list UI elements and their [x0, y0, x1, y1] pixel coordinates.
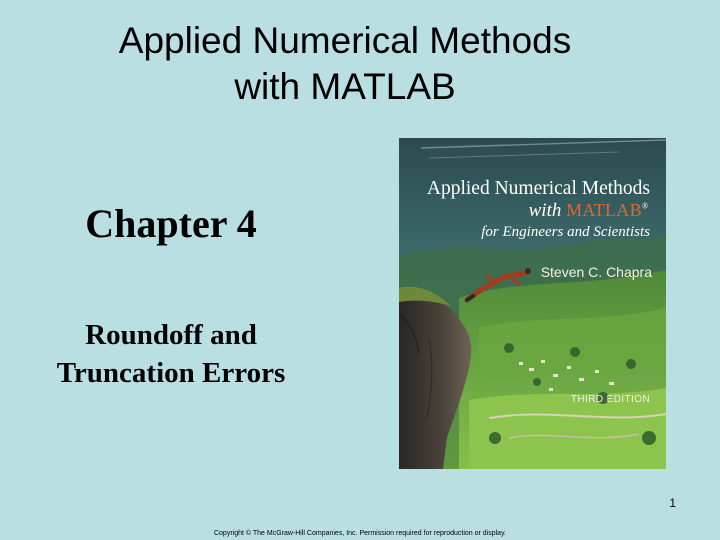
copyright-notice: Copyright © The McGraw-Hill Companies, Inc. Permission required for reproduction or display.: [213, 530, 506, 537]
cover-title-line-2: [529, 200, 648, 222]
cover-title-matlab: MATLAB: [566, 200, 642, 220]
page-number: 1: [669, 496, 676, 510]
cover-author: Steven C. Chapra: [540, 264, 652, 280]
cover-title-line-1: Applied Numerical Methods: [426, 178, 650, 199]
book-cover-image: [399, 138, 666, 469]
chapter-subtitle-line-1: Roundoff and: [85, 319, 257, 351]
chapter-heading: Chapter 4: [85, 201, 257, 246]
slide-title-line-1: Applied Numerical Methods: [118, 20, 572, 61]
slide-title-line-2: with MATLAB: [234, 66, 456, 107]
cover-title-with: with: [528, 200, 562, 221]
chapter-subtitle-line-2: Truncation Errors: [56, 357, 286, 389]
cover-edition: THIRD EDITION: [570, 394, 650, 405]
cover-title-registered-mark: ®: [641, 201, 648, 211]
cover-title-line-3: for Engineers and Scientists: [481, 224, 650, 240]
slide-title: [0, 18, 690, 110]
chapter-subtitle: [20, 316, 322, 392]
